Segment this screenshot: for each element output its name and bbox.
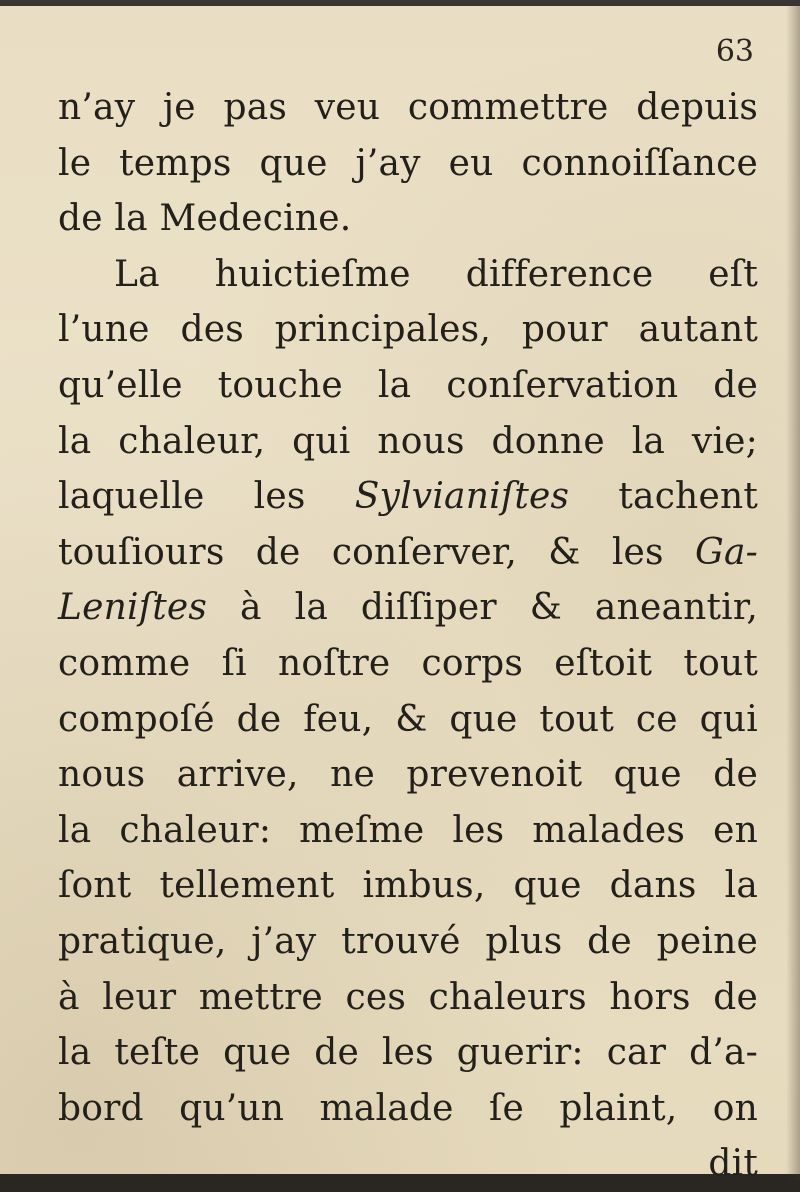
text-line: n’ay je pas veu commettre depuis: [58, 87, 758, 128]
text-line: l’une des principales, pour autant: [58, 309, 758, 351]
text-line: la chaleur: meſme les malades en: [58, 809, 758, 851]
italic-term-sylvianistes: Sylvianiſtes: [354, 476, 570, 518]
text-line: [58, 580, 758, 636]
text-line: comme ſi noſtre corps eſtoit tout: [58, 642, 758, 684]
text-run: laquelle les: [58, 476, 355, 518]
text-line: le temps que j’ay eu connoiſſance: [58, 142, 758, 184]
italic-term-ga: Ga-: [695, 531, 758, 573]
text-line: à leur mettre ces chaleurs hors de: [58, 976, 758, 1018]
text-line: [58, 525, 758, 581]
page-edge-shadow: [786, 6, 800, 1180]
text-line: qu’elle touche la conſervation de: [58, 364, 758, 406]
text-run: tachent: [569, 476, 758, 518]
text-line: [58, 469, 758, 525]
text-line: la chaleur, qui nous donne la vie;: [58, 420, 758, 462]
text-line: compoſé de feu, & que tout ce qui: [58, 698, 758, 740]
text-run: touſiours de conſerver, & les: [58, 531, 695, 573]
text-line: ſont tellement imbus, que dans la: [58, 865, 758, 907]
text-line: de la Medecine.: [58, 198, 352, 240]
text-run: à la diſſiper & aneantir,: [207, 587, 758, 629]
text-line: nous arrive, ne prevenoit que de: [58, 754, 758, 796]
paragraph-start-line: La huictieſme difference eſt: [114, 253, 758, 295]
body-text: [58, 80, 758, 1192]
text-line: bord qu’un malade ſe plaint, on: [58, 1087, 758, 1129]
italic-term-lenistes: Leniſtes: [58, 587, 208, 629]
catchword: dit: [708, 1143, 758, 1185]
text-line: pratique, j’ay trouvé plus de peine: [58, 920, 758, 962]
text-line: la teſte que de les guerir: car d’a-: [58, 1032, 758, 1074]
page-number: 63: [715, 34, 754, 69]
